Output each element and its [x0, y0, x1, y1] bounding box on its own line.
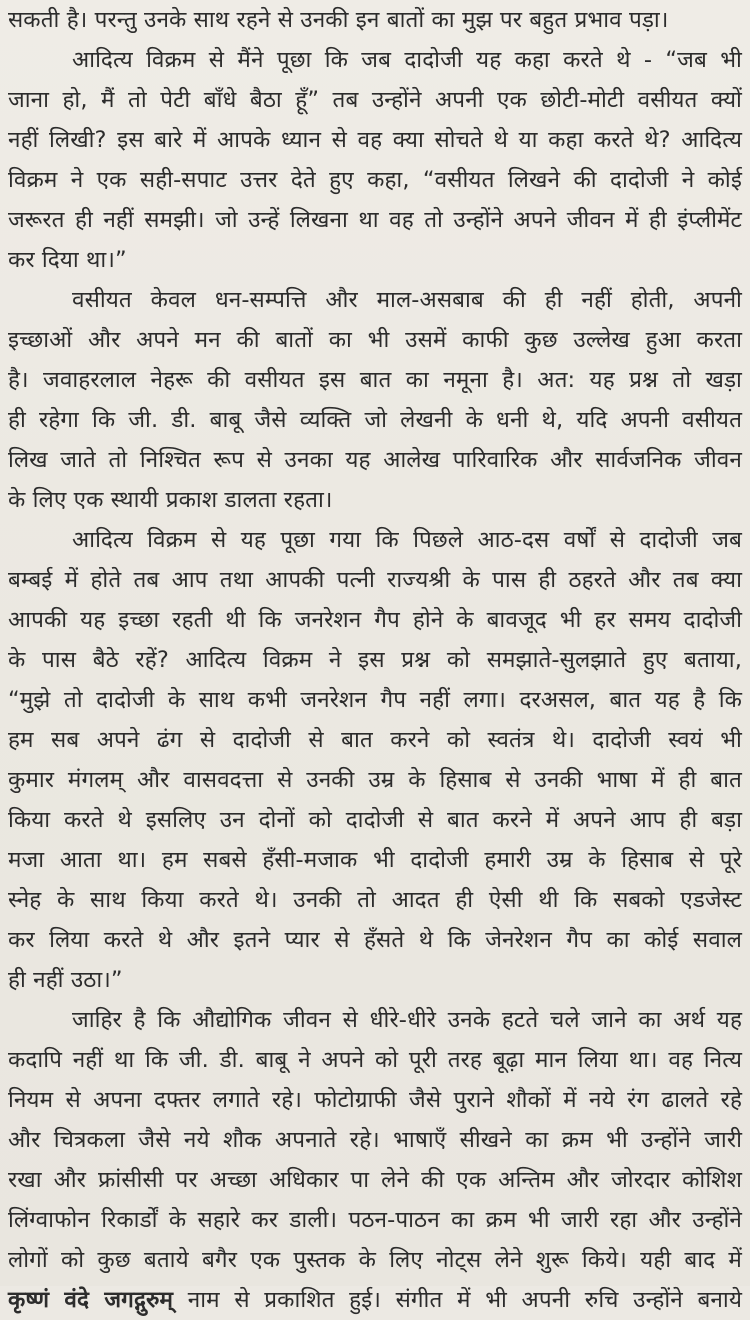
text-line: नहीं लिखी? इस बारे में आपके ध्यान से वह क्या सोचते थे या कहा करते थे? आदित्य — [8, 127, 742, 153]
text-line: कदापि नहीं था कि जी. डी. बाबू ने अपने को पूरी तरह बूढ़ा मान लिया था। वह नित्य — [8, 1047, 742, 1073]
paragraph-first-line: वसीयत केवल धन-सम्पत्ति और माल-असबाब की ही नहीं होती, अपनी — [72, 287, 742, 313]
book-title: कृष्णं वंदे जगद्गुरुम् — [8, 1287, 174, 1313]
paragraph-first-line: आदित्य विक्रम से यह पूछा गया कि पिछले आठ-दस वर्षों से दादोजी जब — [72, 527, 742, 553]
text-line: रखा और फ्रांसीसी पर अच्छा अधिकार पा लेने की एक अन्तिम और जोरदार कोशिश — [8, 1167, 742, 1193]
paragraph-first-line: आदित्य विक्रम से मैंने पूछा कि जब दादोजी यह कहा करते थे - “जब भी — [72, 47, 742, 73]
text-line: जरूरत ही नहीं समझी। जो उन्हें लिखना था वह तो उन्होंने अपने जीवन में ही इंप्लीमेंट — [8, 207, 742, 233]
text-line: आपकी यह इच्छा रहती थी कि जनरेशन गैप होने के बावजूद भी हर समय दादोजी — [8, 607, 742, 633]
paragraph-first-line: जाहिर है कि औद्योगिक जीवन से धीरे-धीरे उनके हटते चले जाने का अर्थ यह — [72, 1007, 742, 1033]
line-continuation: नाम से प्रकाशित हुई। संगीत में भी अपनी रुचि उन्होंने बनाये — [173, 1287, 743, 1313]
text-line: विक्रम ने एक सही-सपाट उत्तर देते हुए कहा, “वसीयत लिखने की दादोजी ने कोई — [8, 167, 742, 193]
text-line: के पास बैठे रहें? आदित्य विक्रम ने इस प्रश्न को समझाते-सुलझाते हुए बताया, — [8, 647, 742, 673]
text-line: कुमार मंगलम् और वासवदत्ता से उनकी उम्र के हिसाब से उनकी भाषा में ही बात — [8, 767, 742, 793]
text-line: ही रहेगा कि जी. डी. बाबू जैसे व्यक्ति जो लेखनी के धनी थे, यदि अपनी वसीयत — [8, 407, 742, 433]
text-line: और चित्रकला जैसे नये शौक अपनाते रहे। भाषाएँ सीखने का क्रम भी उन्होंने जारी — [8, 1127, 742, 1153]
text-line: स्नेह के साथ किया करते थे। उनकी तो आदत ही ऐसी थी कि सबको एडजेस्ट — [8, 887, 742, 913]
text-line: हम सब अपने ढंग से दादोजी से बात करने को स्वतंत्र थे। दादोजी स्वयं भी — [8, 727, 742, 753]
text-line: ही नहीं उठा।” — [8, 967, 123, 993]
text-line: बम्बई में होते तब आप तथा आपकी पत्नी राज्यश्री के पास ही ठहरते और तब क्या — [8, 567, 742, 593]
text-line: “मुझे तो दादोजी के साथ कभी जनरेशन गैप नहीं लगा। दरअसल, बात यह है कि — [8, 687, 742, 713]
text-line: कर लिया करते थे और इतने प्यार से हँसते थे कि जेनरेशन गैप का कोई सवाल — [8, 927, 742, 953]
text-line — [8, 1280, 742, 1320]
page-text — [8, 0, 742, 1320]
text-line: कर दिया था।” — [8, 247, 127, 273]
text-line: जाना हो, मैं तो पेटी बाँधे बैठा हूँ” तब उन्होंने अपनी एक छोटी-मोटी वसीयत क्यों — [8, 87, 742, 113]
text-line: सकती है। परन्तु उनके साथ रहने से उनकी इन बातों का मुझ पर बहुत प्रभाव पड़ा। — [8, 7, 669, 33]
text-line: है। जवाहरलाल नेहरू की वसीयत इस बात का नमूना है। अत: यह प्रश्न तो खड़ा — [8, 367, 742, 393]
text-line: के लिए एक स्थायी प्रकाश डालता रहता। — [8, 487, 333, 513]
text-line: लिंग्वाफोन रिकार्डों के सहारे कर डाली। पठन-पाठन का क्रम भी जारी रहा और उन्होंने — [8, 1207, 742, 1233]
text-line: इच्छाओं और अपने मन की बातों का भी उसमें काफी कुछ उल्लेख हुआ करता — [8, 327, 742, 353]
text-line: मजा आता था। हम सबसे हँसी-मजाक भी दादोजी हमारी उम्र के हिसाब से पूरे — [8, 847, 742, 873]
text-line: लिख जाते तो निश्चित रूप से उनका यह आलेख पारिवारिक और सार्वजनिक जीवन — [8, 447, 742, 473]
text-line: नियम से अपना दफ्तर लगाते रहे। फोटोग्राफी जैसे पुराने शौकों में नये रंग ढालते रहे — [8, 1087, 742, 1113]
text-line: किया करते थे इसलिए उन दोनों को दादोजी से बात करने में अपने आप ही बड़ा — [8, 807, 742, 833]
text-line: लोगों को कुछ बताये बगैर एक पुस्तक के लिए नोट्स लेने शुरू किये। यही बाद में — [8, 1247, 742, 1273]
